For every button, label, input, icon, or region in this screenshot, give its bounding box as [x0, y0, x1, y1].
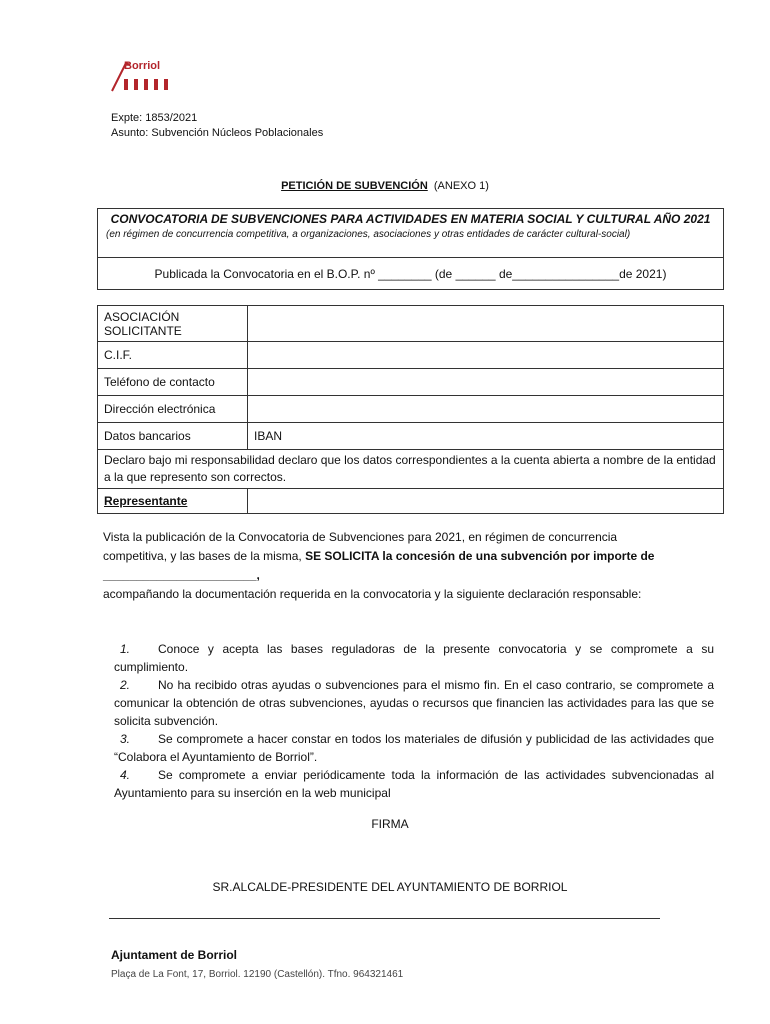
convocatoria-box	[97, 208, 724, 290]
table-row	[98, 423, 724, 450]
solicitud-intro: Vista la publicación de la Convocatoria de Subvenciones para 2021, en régimen de concurrencia competitiva, y las bases de la misma,	[103, 530, 618, 563]
declaration-list	[114, 640, 714, 802]
list-text: Se compromete a hacer constar en todos los materiales de difusión y publicidad de las actividades que “Colabora el Ayuntamiento de Borriol”.	[114, 732, 714, 764]
representante-field[interactable]	[248, 489, 724, 514]
annex-label: (ANEXO 1)	[433, 180, 489, 192]
table-row	[98, 342, 724, 369]
footer-address: Plaça de La Font, 17, Borriol. 12190 (Castellón). Tfno. 964321461	[111, 969, 404, 980]
convocatoria-title: CONVOCATORIA DE SUBVENCIONES PARA ACTIVIDADES EN MATERIA SOCIAL Y CULTURAL AÑO 2021	[110, 212, 711, 226]
solicitud-importe: SE SOLICITA la concesión de una subvención por importe de _______________________,	[103, 549, 655, 582]
list-number: 3.	[120, 732, 131, 746]
table-row	[98, 369, 724, 396]
direccion-label: Dirección electrónica	[98, 396, 248, 423]
list-text: Conoce y acepta las bases reguladoras de la presente convocatoria y se compromete a su cumplimiento.	[114, 642, 714, 674]
list-item	[114, 730, 714, 766]
logo-bar	[144, 79, 148, 90]
list-item	[114, 640, 714, 676]
representante-label: Representante	[98, 489, 248, 514]
declaro-text: Declaro bajo mi responsabilidad declaro que los datos correspondientes a la cuenta abierta a nombre de la entidad a la que represento son correctos.	[98, 450, 724, 489]
asociacion-label: ASOCIACIÓN SOLICITANTE	[98, 306, 248, 342]
title-text: PETICIÓN DE SUBVENCIÓN	[281, 180, 428, 192]
telefono-label: Teléfono de contacto	[98, 369, 248, 396]
borriol-logo	[110, 57, 180, 95]
expediente-number: Expte: 1853/2021	[111, 112, 198, 124]
table-row	[98, 306, 724, 342]
cif-field[interactable]	[248, 342, 724, 369]
list-number: 2.	[120, 678, 131, 692]
logo-bar	[124, 79, 128, 90]
list-number: 1.	[120, 642, 131, 656]
asunto-line: Asunto: Subvención Núcleos Poblacionales	[111, 127, 324, 139]
logo-bar	[134, 79, 138, 90]
page-title	[0, 180, 770, 192]
datos-bancarios-label: Datos bancarios	[98, 423, 248, 450]
list-item	[114, 676, 714, 730]
table-row	[98, 489, 724, 514]
direccion-field[interactable]	[248, 396, 724, 423]
firma-label: FIRMA	[371, 817, 409, 831]
footer-divider	[109, 918, 660, 919]
iban-field[interactable]: IBAN	[248, 423, 724, 450]
logo-bar	[164, 79, 168, 90]
footer-organization: Ajuntament de Borriol	[111, 948, 238, 962]
publicada-line[interactable]: Publicada la Convocatoria en el B.O.P. nº ________ (de ______ de________________de 2021)	[154, 267, 667, 281]
convocatoria-subtitle: (en régimen de concurrencia competitiva, a organizaciones, asociaciones y otras entidades de carácter cultural-social)	[106, 229, 631, 240]
convocatoria-header	[98, 209, 723, 258]
table-row	[98, 450, 724, 489]
list-text: Se compromete a enviar periódicamente toda la información de las actividades subvencionadas al Ayuntamiento para su inserción en la web municipal	[114, 768, 714, 800]
list-text: No ha recibido otras ayudas o subvenciones para el mismo fin. En el caso contrario, se compromete a comunicar la obtención de otras subvenciones, ayudas o recursos que financien las actividades para las que se solicita subvención.	[114, 678, 714, 728]
logo-bar	[154, 79, 158, 90]
logo-text: Borriol	[124, 60, 161, 72]
asociacion-field[interactable]	[248, 306, 724, 342]
list-item	[114, 766, 714, 802]
solicitud-paragraph	[103, 528, 659, 585]
applicant-table	[97, 305, 724, 514]
table-row	[98, 396, 724, 423]
telefono-field[interactable]	[248, 369, 724, 396]
acompanando-paragraph: acompañando la documentación requerida en la convocatoria y la siguiente declaración responsable:	[103, 587, 642, 601]
list-number: 4.	[120, 768, 131, 782]
addressee-line: SR.ALCALDE-PRESIDENTE DEL AYUNTAMIENTO DE BORRIOL	[212, 880, 568, 894]
cif-label: C.I.F.	[98, 342, 248, 369]
